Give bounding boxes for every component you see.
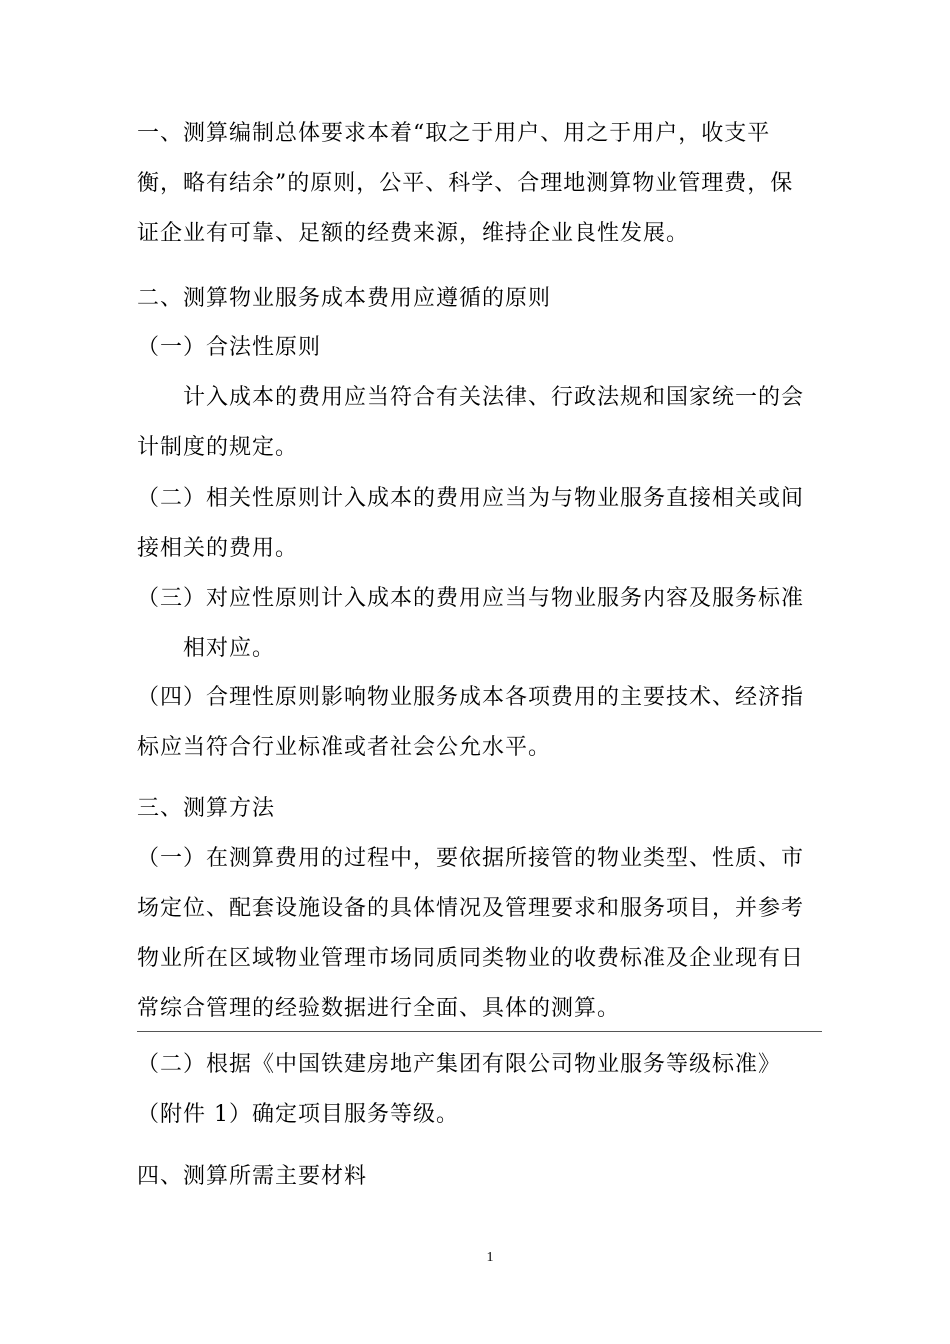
heading-text: 四、测算所需主要材料 <box>137 1164 368 1189</box>
text-line: 计制度的规定。 <box>137 435 299 460</box>
text-line: （三）对应性原则计入成本的费用应当与物业服务内容及服务标准 <box>137 586 805 611</box>
section-4-heading <box>137 1152 827 1202</box>
text-line: （附件 1）确定项目服务等级。 <box>137 1102 459 1127</box>
text-line: 场定位、配套设施设备的具体情况及管理要求和服务项目，并参考 <box>137 896 805 921</box>
text-line: 证企业有可靠、足额的经费来源，维持企业良性发展。 <box>137 221 690 246</box>
text-line: （二）根据《中国铁建房地产集团有限公司物业服务等级标准》 <box>137 1052 782 1077</box>
heading-text: 二、测算物业服务成本费用应遵循的原则 <box>137 286 552 311</box>
heading-text: 三、测算方法 <box>137 796 276 821</box>
text-line: 一、测算编制总体要求本着“取之于用户、用之于用户，收支平 <box>137 121 771 146</box>
text-line: 标应当符合行业标准或者社会公允水平。 <box>137 735 552 760</box>
page-number: 1 <box>486 1250 494 1265</box>
text-line: 接相关的费用。 <box>137 536 299 561</box>
text-line: （一）在测算费用的过程中，要依据所接管的物业类型、性质、市 <box>137 846 805 871</box>
text-line: 物业所在区域物业管理市场同质同类物业的收费标准及企业现有日 <box>137 946 805 971</box>
horizontal-divider <box>137 1031 822 1032</box>
text-line: 计入成本的费用应当符合有关法律、行政法规和国家统一的会 <box>183 385 805 410</box>
text-line: 常综合管理的经验数据进行全面、具体的测算。 <box>137 996 621 1021</box>
section-3-item-1 <box>137 834 827 1034</box>
section-3-item-2 <box>137 1040 827 1140</box>
section-2-heading <box>137 274 827 324</box>
section-2-item-3 <box>137 574 827 674</box>
subheading-text: （一）合法性原则 <box>137 335 322 360</box>
text-line: （二）相关性原则计入成本的费用应当为与物业服务直接相关或间 <box>137 486 805 511</box>
section-3-heading <box>137 784 827 834</box>
section-2-item-1-title <box>137 323 827 373</box>
section-1-paragraph <box>137 109 827 259</box>
text-line: （四）合理性原则影响物业服务成本各项费用的主要技术、经济指 <box>137 685 805 710</box>
section-2-item-4 <box>137 673 827 773</box>
section-2-item-2 <box>137 474 827 574</box>
text-line: 衡，略有结余”的原则，公平、科学、合理地测算物业管理费，保 <box>137 171 794 196</box>
section-2-item-1-body <box>137 373 827 473</box>
text-line: 相对应。 <box>183 636 276 661</box>
